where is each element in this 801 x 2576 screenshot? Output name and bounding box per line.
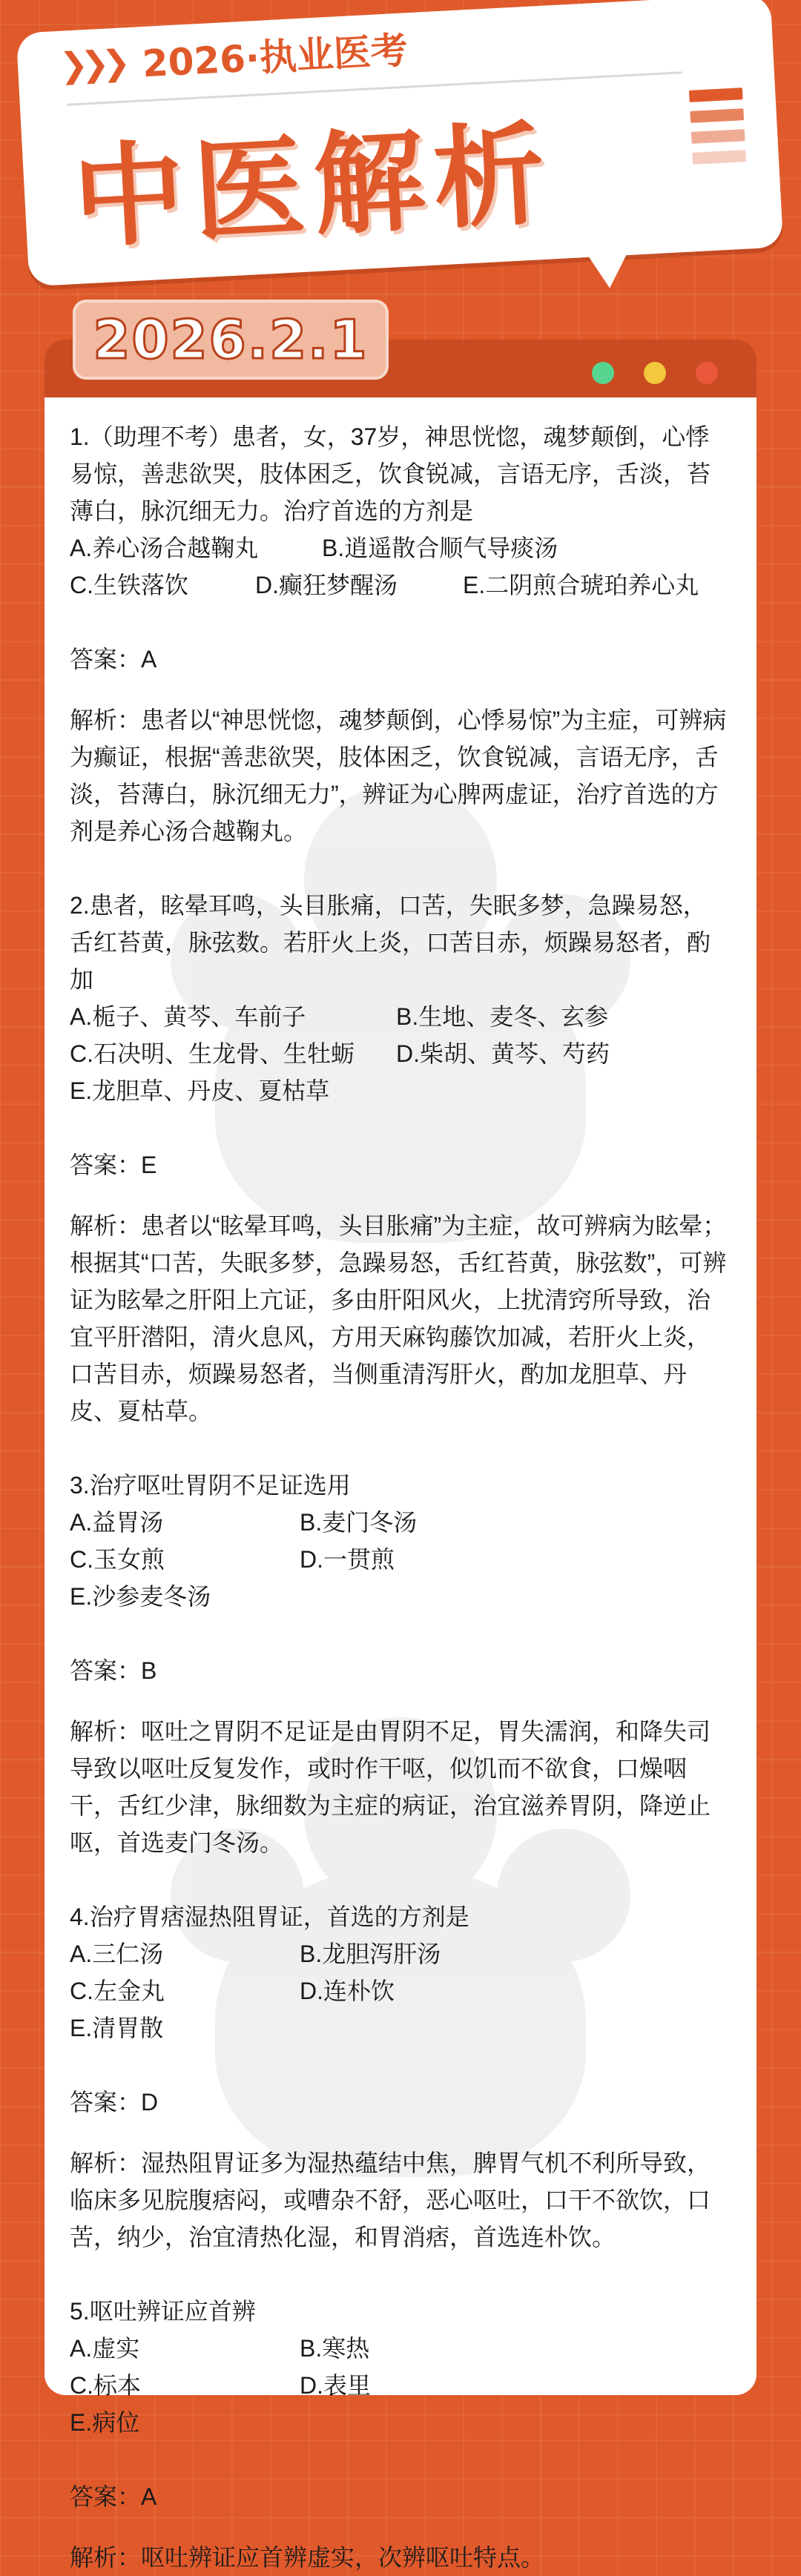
analysis: 解析：患者以“眩晕耳鸣，头目胀痛”为主症，故可辨病为眩晕；根据其“口苦，失眠多梦，急躁易怒，舌红苔黄，脉弦数”，可辨证为眩晕之肝阳上亢证，多由肝阳风火，上扰清窍所导致，治宜平肝潜阳，清火息风，方用天麻钩藤饮加减，若肝火上炎，口苦目赤，烦躁易怒者，当侧重清泻肝火，酌加龙胆草、丹皮、夏枯草。 [70, 1212, 727, 1424]
header-subtitle: 2026·执业医考 [141, 28, 409, 86]
question-item [70, 1467, 730, 1861]
option: D.柴胡、黄芩、芍药 [396, 1040, 610, 1067]
option: D.连朴饮 [300, 1978, 395, 2004]
option: A.栀子、黄芩、车前子 [70, 1003, 306, 1030]
options-list [70, 567, 730, 604]
option: D.表里 [300, 2372, 372, 2399]
date-label: 2026.2.1 [93, 308, 369, 371]
option: C.玉女煎 [70, 1546, 165, 1573]
option: A.养心汤合越鞠丸 [70, 535, 259, 561]
option: C.生铁落饮 [70, 572, 189, 598]
option: B.逍遥散合顺气导痰汤 [322, 535, 558, 561]
question-item [70, 2293, 730, 2576]
window-dots [592, 362, 718, 384]
option: D.癫狂梦醒汤 [255, 572, 398, 598]
answer: 答案：A [70, 646, 157, 673]
question-item [70, 1898, 730, 2256]
question-stem: 4.治疗胃痞湿热阻胃证，首选的方剂是 [70, 1903, 469, 1930]
option: C.石决明、生龙骨、生牡蛎 [70, 1040, 355, 1067]
question-stem: 5.呕吐辨证应首辨 [70, 2298, 256, 2325]
question-stem: 2.患者，眩晕耳鸣，头目胀痛，口苦，失眠多梦，急躁易怒，舌红苔黄，脉弦数。若肝火上炎，口苦目赤，烦躁易怒者，酌加 [70, 892, 711, 993]
option: B.龙胆泻肝汤 [300, 1941, 441, 1967]
questions-list [44, 397, 756, 2576]
option: D.一贯煎 [300, 1546, 395, 1573]
options-list [70, 1504, 730, 1615]
option: A.益胃汤 [70, 1509, 164, 1536]
analysis: 解析：患者以“神思恍惚，魂梦颠倒，心悸易惊”为主症，可辨病为癫证，根据“善悲欲哭，肢体困乏，饮食锐减，言语无序，舌淡，苔薄白，脉沉细无力”，辨证为心脾两虚证，治疗首选的方剂是养心汤合越鞠丸。 [70, 707, 727, 845]
options-list [70, 2330, 730, 2441]
menu-lines-icon [689, 87, 747, 179]
content-card [44, 397, 756, 2571]
yellow-dot-icon [644, 362, 666, 384]
question-item [70, 418, 730, 850]
date-tab [73, 300, 389, 380]
options-list [70, 1972, 730, 2047]
answer: 答案：E [70, 1152, 157, 1178]
chevrons-icon: ❯❯❯ [58, 42, 125, 86]
green-dot-icon [592, 362, 614, 384]
option: E.清胃散 [70, 2015, 164, 2041]
analysis: 解析：湿热阻胃证多为湿热蕴结中焦，脾胃气机不利所导致，临床多见脘腹痞闷，或嘈杂不舒，恶心呕吐，口干不欲饮，口苦，纳少，治宜清热化湿，和胃消痞，首选连朴饮。 [70, 2150, 711, 2250]
option: A.虚实 [70, 2335, 140, 2362]
speech-bubble-tail [583, 242, 639, 291]
option: E.沙参麦冬汤 [70, 1583, 211, 1610]
answer: 答案：D [70, 2089, 159, 2116]
option: E.病位 [70, 2409, 140, 2436]
options-list [70, 998, 730, 1109]
option: B.寒热 [300, 2335, 370, 2362]
page-title: 中医解析 [70, 110, 557, 264]
analysis: 解析：呕吐辨证应首辨虚实，次辨呕吐特点。 [70, 2544, 545, 2571]
analysis: 解析：呕吐之胃阴不足证是由胃阴不足，胃失濡润，和降失司导致以呕吐反复发作，或时作干呕，似饥而不欲食，口燥咽干，舌红少津，脉细数为主症的病证，治宜滋养胃阴，降逆止呕，首选麦门冬汤。 [70, 1718, 711, 1856]
option: B.生地、麦冬、玄参 [396, 1003, 609, 1030]
red-dot-icon [696, 362, 718, 384]
options-list [70, 529, 730, 567]
option: A.三仁汤 [70, 1941, 164, 1967]
option: E.龙胆草、丹皮、夏枯草 [70, 1077, 330, 1104]
options-list [70, 1935, 730, 1972]
option: C.标本 [70, 2372, 142, 2399]
answer: 答案：B [70, 1657, 157, 1684]
option: E.二阴煎合琥珀养心丸 [463, 572, 699, 598]
option: C.左金丸 [70, 1978, 165, 2004]
question-item [70, 887, 730, 1430]
question-stem: 1.（助理不考）患者，女，37岁，神思恍惚，魂梦颠倒，心悸易惊，善悲欲哭，肢体困乏，饮食锐减，言语无序，舌淡，苔薄白，脉沉细无力。治疗首选的方剂是 [70, 423, 711, 524]
answer: 答案：A [70, 2483, 157, 2510]
option: B.麦门冬汤 [300, 1509, 418, 1536]
question-stem: 3.治疗呕吐胃阴不足证选用 [70, 1472, 351, 1499]
